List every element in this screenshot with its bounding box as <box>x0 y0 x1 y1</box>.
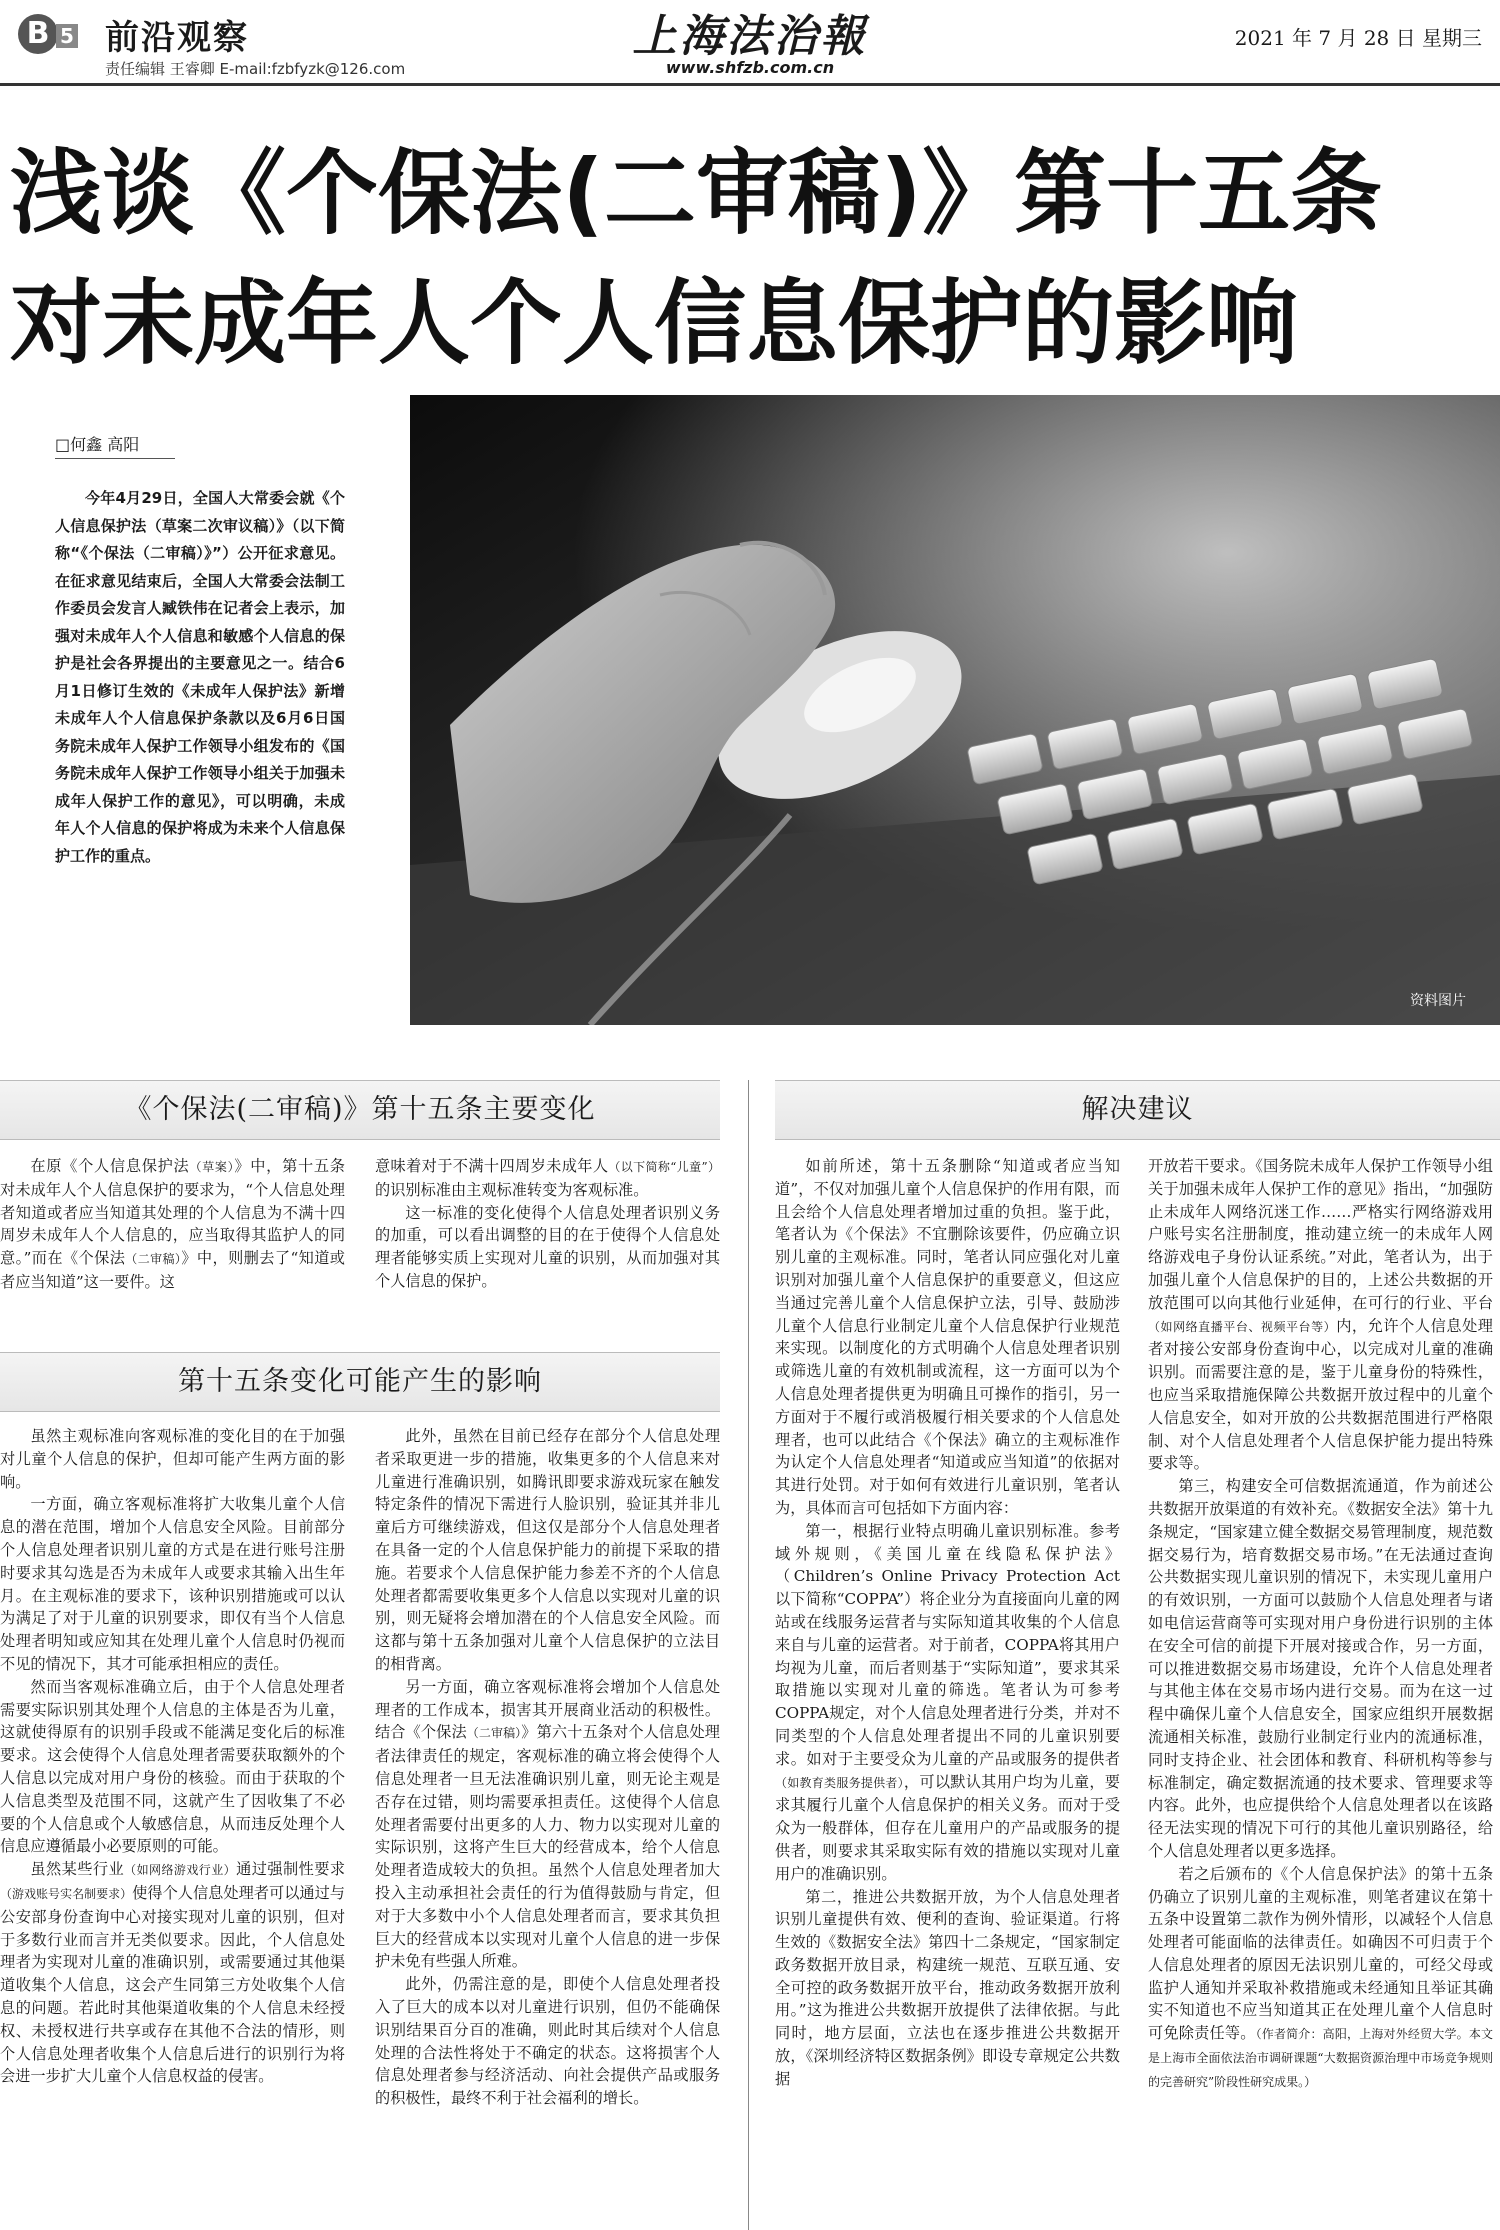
hand-on-mouse-image <box>410 395 1500 1025</box>
column-4 <box>375 1425 720 2110</box>
page-number-badge <box>18 14 78 54</box>
paragraph: 然而当客观标准确立后，由于个人信息处理者需要实际识别其处理个人信息的主体是否为儿童，这就使得原有的识别手段或不能满足变化后的标准要求。这会使得个人信息处理者需要获取额外的个人信息以完成对用户身份的核验。而由于获取的个人信息类型及范围不同，这就产生了因收集了不必要的个人信息或个人敏感信息，从而违反处理个人信息应遵循最小必要原则的可能。 <box>0 1677 345 1856</box>
text-span: 第一，根据行业特点明确儿童识别标准。参考域外规则，《美国儿童在线隐私保护法》（Children’s Online Privacy Protection Act 以下简称“COPPA”）将企业分为直接面向儿童的网站或在线服务运营者与实际知道其收集的个人信息来自与儿童的运营者。对于前者，COPPA将其用户均视为儿童，而后者则基于“实际知道”，要求其采取措施以实现对儿童的筛选。笔者认为可参考COPPA规定，对个人信息处理者进行分类，并对不同类型的个人信息处理者提出不同的儿童识别要求。如对于主要受众为儿童的产品或服务的提供者 <box>775 1521 1120 1768</box>
note-span: （如网络游戏行业） <box>124 1863 237 1878</box>
column-divider <box>748 1080 749 2230</box>
section-header-impacts: 第十五条变化可能产生的影响 <box>0 1352 720 1412</box>
paragraph <box>0 1858 345 2088</box>
note-span: （以下简称“儿童”） <box>608 1160 721 1174</box>
paragraph: 这一标准的变化使得个人信息处理者识别义务的加重，可以看出调整的目的在于使得个人信息处理者能够实质上实现对儿童的识别，从而加强对其个人信息的保护。 <box>375 1203 720 1290</box>
paragraph <box>1148 1863 1493 2094</box>
text-span: 的识别标准由主观标准转变为客观标准。 <box>375 1180 649 1199</box>
text-span: 使得个人信息处理者可以通过与公安部身份查询中心对接实现对儿童的识别，但对于多数行业而言并无类似要求。因此，个人信息处理者为实现对儿童的准确识别，或需要通过其他渠道收集个人信息，这会产生同第三方处收集个人信息的问题。若此时其他渠道收集的个人信息未经授权、未授权进行共享或存在其他不合法的情形，则个人信息处理者收集个人信息后进行的识别行为将会进一步扩大儿童个人信息权益的侵害。 <box>0 1883 345 2086</box>
paragraph: 第三，构建安全可信数据流通道，作为前述公共数据开放渠道的有效补充。《数据安全法》第十九条规定，“国家建立健全数据交易管理制度，规范数据交易行为，培育数据交易市场。”在无法通过查询公共数据实现儿童识别的情况下，未实现儿童用户的有效识别，一方面可以鼓励个人信息处理者与诸如电信运营商等可实现对用户身份进行识别的主体在安全可信的前提下开展对接或合作，另一方面，可以推进数据交易市场建设，允许个人信息处理者与其他主体在交易市场内进行交易。而为在这一过程中确保儿童个人信息安全，国家应组织开展数据流通相关标准，鼓励行业制定行业内的流通标准，同时支持企业、社会团体和教育、科研机构等参与标准制定，确定数据流通的技术要求、管理要求等内容。此外，也应提供给个人信息处理者以在该路径无法实现的情况下可行的其他儿童识别路径，给个人信息处理者以更多选择。 <box>1148 1477 1493 1860</box>
paper-name: 上海法治報 <box>632 11 868 62</box>
text-span: 通过强制性要求 <box>236 1860 346 1879</box>
masthead <box>0 0 1500 85</box>
column-3 <box>0 1425 345 2088</box>
section-name: 前沿观察 <box>105 18 249 58</box>
editor-line: 责任编辑 王睿卿 E-mail:fzbfyzk@126.com <box>105 60 406 78</box>
author-note: （作者简介：高阳，上海对外经贸大学。本文是上海市全面依法治市调研课题“大数据资源治理中市场竞争规则的完善研究”阶段性研究成果。） <box>1148 2027 1493 2089</box>
masthead-rule <box>0 83 1500 86</box>
text-span: ，可以默认其用户均为儿童，要求其履行儿童个人信息保护的相关义务。而对于受众为一般群体，但存在儿童用户的产品或服务的提供者，则要求其采取实际有效的措施以实现对儿童用户的准确识别。 <box>775 1772 1120 1883</box>
text-span: 》中，第十五条对未成年人个人信息保护的要求为，“个人信息处理者知道或者应当知道其处理的个人信息为不满十四周岁未成年人个人信息的，应当取得其监护人的同意。”而在《个保法 <box>0 1157 345 1268</box>
text-span: 开放若干要求。《国务院未成年人保护工作领导小组关于加强未成年人保护工作的意见》指出，“加强防止未成年人网络沉迷工作……严格实行网络游戏用户账号实名注册制度，推动建立统一的未成年人网络游戏电子身份认证系统。”对此，笔者认为，出于加强儿童个人信息保护的目的，上述公共数据的开放范围可以向其他行业延伸，在可行的行业、平台 <box>1148 1157 1493 1312</box>
paragraph: 第二，推进公共数据开放，为个人信息处理者识别儿童提供有效、便利的查询、验证渠道。行将生效的《数据安全法》第四十二条规定，“国家制定政务数据开放目录，构建统一规范、互联互通、安全可控的政务数据开放平台，推动政务数据开放利用。”这为推进公共数据开放提供了法律依据。与此同时，地方层面，立法也在逐步推进公共数据开放，《深圳经济特区数据条例》即设专章规定公共数据 <box>775 1887 1120 2088</box>
headline-line-1: 浅谈《个保法(二审稿)》第十五条 <box>10 140 1383 247</box>
column-6 <box>1148 1155 1493 2094</box>
note-span: （游戏账号实名制要求） <box>0 1886 133 1901</box>
headline-line-2: 对未成年人个人信息保护的影响 <box>10 270 1299 377</box>
section-header-main-changes: 《个保法(二审稿)》第十五条主要变化 <box>0 1080 720 1140</box>
text-span: 》第六十五条对个人信息处理者法律责任的规定，客观标准的确立将会使得个人信息处理者一旦无法准确识别儿童，则无论主观是否存在过错，则均需要承担责任。这使得个人信息处理者需要付出更多的人力、物力以实现对儿童的实际识别，这将产生巨大的经营成本，给个人信息处理者造成较大的负担。虽然个人信息处理者加大投入主动承担社会责任的行为值得鼓励与肯定，但对于大多数中小个人信息处理者而言，要求其负担巨大的经营成本以实现对儿童个人信息的进一步保护未免有些强人所难。 <box>375 1723 720 1971</box>
article-photo <box>410 395 1500 1025</box>
column-5 <box>775 1155 1120 2091</box>
paragraph <box>375 1155 720 1202</box>
note-span: （草案） <box>189 1160 235 1174</box>
text-span: 意味着对于不满十四周岁未成年人 <box>375 1157 609 1175</box>
section-header-suggestions: 解决建议 <box>775 1080 1500 1140</box>
note-span: （二审稿） <box>125 1252 182 1267</box>
text-span: 》中，则删去了“知道或者应当知道”这一要件。这 <box>0 1249 345 1291</box>
paragraph: 一方面，确立客观标准将扩大收集儿童个人信息的潜在范围，增加个人信息安全风险。目前部分个人信息处理者识别儿童的方式是在进行账号注册时要求其勾选是否为未成年人或要求其输入出生年月。在主观标准的要求下，该种识别措施或可以认为满足了对于儿童的识别要求，即仅有当个人信息处理者明知或应知其在处理儿童个人信息时仍视而不见的情况下，其才可能承担相应的责任。 <box>0 1495 345 1673</box>
page-letter: B <box>18 14 58 54</box>
page-number: 5 <box>56 24 78 48</box>
text-span: 若之后颁布的《个人信息保护法》的第十五条仍确立了识别儿童的主观标准，则笔者建议在第十五条中设置第二款作为例外情形，以减轻个人信息处理者可能面临的法律责任。如确因不可归责于个人信息处理者的原因无法识别儿童的，可经父母或监护人通知并采取补救措施或未经通知且举证其确实不知道也不应当知道其正在处理儿童个人信息时可免除责任等。 <box>1148 1864 1493 2043</box>
paper-url[interactable]: www.shfzb.com.cn <box>665 58 835 77</box>
text-span: 另一方面，确立客观标准将会增加个人信息处理者的工作成本，损害其开展商业活动的积极性。结合《个保法 <box>375 1677 720 1742</box>
paragraph: 如前所述，第十五条删除“知道或者应当知道”，不仅对加强儿童个人信息保护的作用有限，而且会给个人信息处理者增加过重的负担。鉴于此，笔者认为《个保法》不宜删除该要件，仍应确立识别儿童的主观标准。同时，笔者认同应强化对儿童识别对加强儿童个人信息保护的重要意义，但这应当通过完善儿童个人信息保护立法，引导、鼓励涉儿童个人信息行业制定儿童个人信息保护行业规范来实现。以制度化的方式明确个人信息处理者识别或筛选儿童的有效机制或流程，这一方面可以为个人信息处理者提供更为明确且可操作的指引，另一方面对于不履行或消极履行相关要求的个人信息处理者，也可以此结合《个保法》确立的主观标准作为认定个人信息处理者“知道或应当知道”的依据对其进行处罚。对于如何有效进行儿童识别，笔者认为，具体而言可包括如下方面内容： <box>775 1157 1120 1517</box>
byline: □何鑫 高阳 <box>55 435 140 454</box>
column-2 <box>375 1155 720 1293</box>
column-1 <box>0 1155 345 1294</box>
paragraph <box>375 1676 720 1973</box>
paragraph <box>1148 1155 1493 1475</box>
photo-credit: 资料图片 <box>1410 993 1466 1009</box>
paragraph: 此外，仍需注意的是，即使个人信息处理者投入了巨大的成本以对儿童进行识别，但仍不能确保识别结果百分百的准确，则此时其后续对个人信息处理的合法性将处于不确定的状态。这将损害个人信息处理者参与经济活动、向社会提供产品或服务的积极性，最终不利于社会福利的增长。 <box>375 1975 720 2108</box>
note-span: （如教育类服务提供者） <box>775 1775 904 1790</box>
text-span: 内，允许个人信息处理者对接公安部身份查询中心，以完成对儿童的准确识别。而需要注意的是，鉴于儿童身份的特殊性，也应当采取措施保障公共数据开放过程中的儿童个人信息安全，如对开放的公共数据范围进行严格限制、对个人信息处理者个人信息保护能力提出特殊要求等。 <box>1148 1316 1493 1473</box>
issue-date: 2021 年 7 月 28 日 星期三 <box>1234 26 1482 50</box>
intro-paragraph: 今年4月29日，全国人大常委会就《个人信息保护法（草案二次审议稿）》（以下简称“《个保法（二审稿）》”）公开征求意见。在征求意见结束后，全国人大常委会法制工作委员会发言人臧铁伟在记者会上表示，加强对未成年人个人信息和敏感个人信息的保护是社会各界提出的主要意见之一。结合6月1日修订生效的《未成年人保护法》新增未成年人个人信息保护条款以及6月6日国务院未成年人保护工作领导小组发布的《国务院未成年人保护工作领导小组关于加强未成年人保护工作的意见》，可以明确，未成年人个人信息的保护将成为未来个人信息保护工作的重点。 <box>55 489 345 865</box>
text-span: 虽然某些行业 <box>30 1860 125 1879</box>
byline-rule <box>55 458 175 459</box>
note-span: （如网络直播平台、视频平台等） <box>1148 1319 1337 1334</box>
note-span: （二审稿） <box>466 1726 522 1741</box>
paragraph <box>0 1155 345 1294</box>
paragraph: 此外，虽然在目前已经存在部分个人信息处理者采取更进一步的措施，收集更多的个人信息来对儿童进行准确识别，如腾讯即要求游戏玩家在触发特定条件的情况下需进行人脸识别，验证其并非儿童后方可继续游戏，但这仅是部分个人信息处理者在具备一定的个人信息保护能力的前提下采取的措施。若要求个人信息保护能力参差不齐的个人信息处理者都需要收集更多个人信息以实现对儿童的识别，则无疑将会增加潜在的个人信息安全风险。而这都与第十五条加强对儿童个人信息保护的立法目的相背离。 <box>375 1427 720 1673</box>
text-span: 在原《个人信息保护法 <box>30 1157 190 1175</box>
paragraph: 虽然主观标准向客观标准的变化目的在于加强对儿童个人信息的保护，但却可能产生两方面的影响。 <box>0 1427 345 1491</box>
paragraph <box>775 1520 1120 1886</box>
